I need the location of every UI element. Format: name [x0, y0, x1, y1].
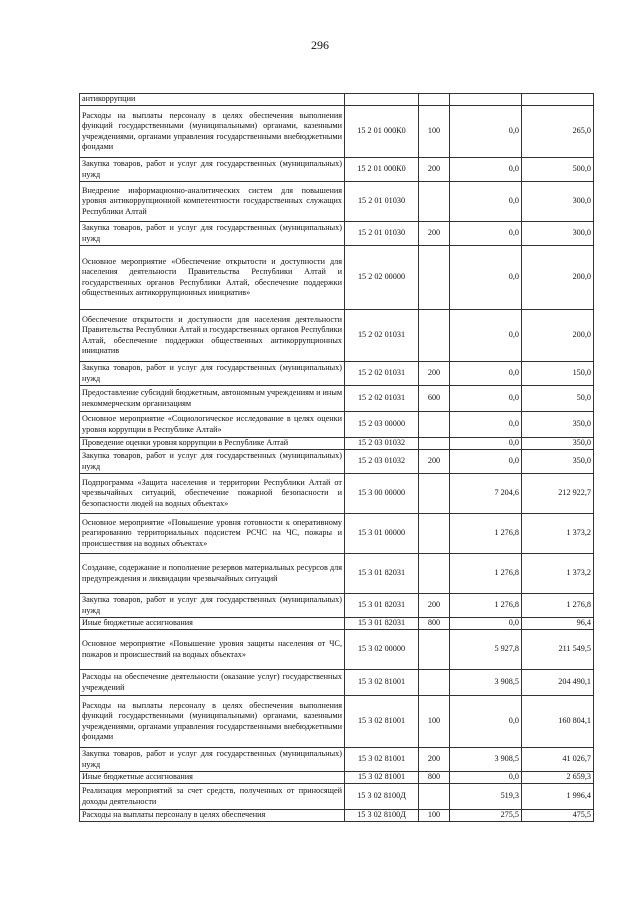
table-row	[80, 386, 594, 412]
row-expense-type-cell	[419, 784, 450, 810]
row-value-2-cell: 1 373,2	[522, 514, 594, 554]
row-code-cell: 15 3 01 82031	[345, 554, 419, 594]
budget-table-body	[80, 94, 594, 822]
row-expense-type-cell	[419, 474, 450, 514]
row-expense-type-cell	[419, 438, 450, 450]
row-expense-type-cell	[419, 554, 450, 594]
row-value-1-cell: 0,0	[450, 222, 522, 246]
row-value-2-cell: 150,0	[522, 362, 594, 386]
row-value-2-cell: 41 026,7	[522, 748, 594, 772]
row-value-2-cell: 350,0	[522, 412, 594, 438]
row-code-cell: 15 3 02 81001	[345, 696, 419, 748]
table-row	[80, 748, 594, 772]
table-row	[80, 784, 594, 810]
row-code-cell: 15 3 02 8100Д	[345, 810, 419, 822]
row-name-cell: Закупка товаров, работ и услуг для государственных (муниципальных) нужд	[80, 362, 345, 386]
row-name-cell: Внедрение информационно-аналитических систем для повышения уровня антикоррупционной компетентности государственных служащих Республики Алтай	[80, 182, 345, 222]
row-name-cell: Закупка товаров, работ и услуг для государственных (муниципальных) нужд	[80, 450, 345, 474]
row-value-2-cell: 350,0	[522, 438, 594, 450]
row-value-2-cell: 211 549,5	[522, 630, 594, 670]
row-value-1-cell: 1 276,8	[450, 554, 522, 594]
row-name-cell: Проведение оценки уровня коррупции в Республике Алтай	[80, 438, 345, 450]
row-code-cell: 15 3 00 00000	[345, 474, 419, 514]
row-code-cell: 15 3 02 81001	[345, 748, 419, 772]
row-value-2-cell: 96,4	[522, 618, 594, 630]
row-value-2-cell: 50,0	[522, 386, 594, 412]
row-value-1-cell: 0,0	[450, 362, 522, 386]
row-value-2-cell: 200,0	[522, 246, 594, 310]
row-code-cell: 15 2 01 01030	[345, 222, 419, 246]
row-code-cell: 15 2 01 01030	[345, 182, 419, 222]
row-value-2-cell: 300,0	[522, 222, 594, 246]
row-expense-type-cell: 200	[419, 158, 450, 182]
row-name-cell: Закупка товаров, работ и услуг для государственных (муниципальных) нужд	[80, 748, 345, 772]
row-expense-type-cell: 800	[419, 618, 450, 630]
row-code-cell: 15 2 03 01032	[345, 438, 419, 450]
row-name-cell: Основное мероприятие «Повышение уровня готовности к оперативному реагированию территориальных подсистем РСЧС на ЧС, пожары и происшествия на водных объектах»	[80, 514, 345, 554]
row-value-2-cell: 160 804,1	[522, 696, 594, 748]
row-value-1-cell: 3 908,5	[450, 748, 522, 772]
row-code-cell: 15 2 02 01031	[345, 386, 419, 412]
row-expense-type-cell	[419, 670, 450, 696]
row-value-1-cell: 0,0	[450, 772, 522, 784]
row-expense-type-cell	[419, 94, 450, 106]
row-name-cell: Основное мероприятие «Повышение уровня защиты населения от ЧС, пожаров и происшествий на водных объектах»	[80, 630, 345, 670]
table-row	[80, 554, 594, 594]
row-name-cell: Иные бюджетные ассигнования	[80, 618, 345, 630]
row-expense-type-cell: 200	[419, 450, 450, 474]
row-value-2-cell: 475,5	[522, 810, 594, 822]
table-row	[80, 182, 594, 222]
row-name-cell: Расходы на обеспечение деятельности (оказание услуг) государственных учреждений	[80, 670, 345, 696]
table-row	[80, 246, 594, 310]
row-expense-type-cell: 800	[419, 772, 450, 784]
row-value-1-cell: 5 927,8	[450, 630, 522, 670]
table-row	[80, 94, 594, 106]
table-row	[80, 514, 594, 554]
row-value-2-cell: 1 996,4	[522, 784, 594, 810]
row-code-cell: 15 2 02 01031	[345, 310, 419, 362]
row-expense-type-cell: 100	[419, 696, 450, 748]
row-value-2-cell: 350,0	[522, 450, 594, 474]
row-code-cell: 15 2 03 00000	[345, 412, 419, 438]
row-code-cell: 15 2 01 000К0	[345, 106, 419, 158]
table-row	[80, 810, 594, 822]
row-value-1-cell: 0,0	[450, 618, 522, 630]
row-value-1-cell: 3 908,5	[450, 670, 522, 696]
page-number: 296	[311, 38, 329, 52]
row-expense-type-cell	[419, 182, 450, 222]
table-row	[80, 594, 594, 618]
row-value-1-cell: 0,0	[450, 412, 522, 438]
row-name-cell: Реализация мероприятий за счет средств, полученных от приносящей доходы деятельности	[80, 784, 345, 810]
row-value-2-cell: 200,0	[522, 310, 594, 362]
row-expense-type-cell: 100	[419, 810, 450, 822]
row-code-cell: 15 2 01 000К0	[345, 158, 419, 182]
row-value-1-cell: 0,0	[450, 182, 522, 222]
row-value-1-cell: 0,0	[450, 386, 522, 412]
row-name-cell: Обеспечение открытости и доступности для населения деятельности Правительства Республики Алтай и государственных органов Республики Алтай, обеспечение поддержки общественных антикоррупционных инициатив	[80, 310, 345, 362]
row-value-2-cell: 300,0	[522, 182, 594, 222]
row-code-cell: 15 3 02 8100Д	[345, 784, 419, 810]
row-value-1-cell: 1 276,8	[450, 594, 522, 618]
row-value-1-cell: 0,0	[450, 310, 522, 362]
row-code-cell: 15 3 02 81001	[345, 772, 419, 784]
budget-table	[79, 93, 594, 822]
row-value-2-cell: 1 276,8	[522, 594, 594, 618]
row-expense-type-cell: 100	[419, 106, 450, 158]
row-expense-type-cell: 600	[419, 386, 450, 412]
row-name-cell: Расходы на выплаты персоналу в целях обеспечения выполнения функций государственными (муниципальными) органами, казенными учреждениями, органами управления государственными внебюджетными фондами	[80, 696, 345, 748]
table-row	[80, 222, 594, 246]
row-value-2-cell: 2 659,3	[522, 772, 594, 784]
table-row	[80, 474, 594, 514]
table-row	[80, 412, 594, 438]
row-code-cell: 15 2 02 00000	[345, 246, 419, 310]
row-value-2-cell: 204 490,1	[522, 670, 594, 696]
table-row	[80, 772, 594, 784]
table-row	[80, 362, 594, 386]
table-row	[80, 310, 594, 362]
table-row	[80, 696, 594, 748]
row-code-cell: 15 3 02 81001	[345, 670, 419, 696]
row-value-1-cell: 7 204,6	[450, 474, 522, 514]
row-name-cell: Закупка товаров, работ и услуг для государственных (муниципальных) нужд	[80, 158, 345, 182]
row-value-1-cell: 1 276,8	[450, 514, 522, 554]
table-row	[80, 670, 594, 696]
row-value-1-cell	[450, 94, 522, 106]
row-name-cell: Расходы на выплаты персоналу в целях обеспечения выполнения функций государственными (муниципальными) органами, казенными учреждениями, органами управления государственными внебюджетными фондами	[80, 106, 345, 158]
row-value-1-cell: 519,3	[450, 784, 522, 810]
row-expense-type-cell: 200	[419, 222, 450, 246]
row-value-1-cell: 275,5	[450, 810, 522, 822]
row-value-2-cell: 265,0	[522, 106, 594, 158]
row-name-cell: Предоставление субсидий бюджетным, автономным учреждениям и иным некоммерческим организациям	[80, 386, 345, 412]
row-code-cell: 15 3 01 82031	[345, 594, 419, 618]
row-expense-type-cell	[419, 630, 450, 670]
row-value-1-cell: 0,0	[450, 106, 522, 158]
row-name-cell: Подпрограмма «Защита населения и территории Республики Алтай от чрезвычайных ситуаций, обеспечение пожарной безопасности и безопасности людей на водных объектах»	[80, 474, 345, 514]
row-value-1-cell: 0,0	[450, 450, 522, 474]
table-row	[80, 618, 594, 630]
row-expense-type-cell	[419, 310, 450, 362]
row-code-cell: 15 3 02 00000	[345, 630, 419, 670]
row-name-cell: Основное мероприятие «Социологическое исследование в целях оценки уровня коррупции в Республике Алтай»	[80, 412, 345, 438]
row-name-cell: Закупка товаров, работ и услуг для государственных (муниципальных) нужд	[80, 222, 345, 246]
row-expense-type-cell: 200	[419, 362, 450, 386]
table-row	[80, 158, 594, 182]
table-row	[80, 106, 594, 158]
row-value-1-cell: 0,0	[450, 696, 522, 748]
row-code-cell	[345, 94, 419, 106]
row-expense-type-cell: 200	[419, 748, 450, 772]
row-expense-type-cell	[419, 514, 450, 554]
row-name-cell: антикоррупции	[80, 94, 345, 106]
row-value-2-cell: 500,0	[522, 158, 594, 182]
table-row	[80, 630, 594, 670]
row-expense-type-cell	[419, 246, 450, 310]
table-row	[80, 450, 594, 474]
row-code-cell: 15 2 02 01031	[345, 362, 419, 386]
row-value-2-cell: 212 922,7	[522, 474, 594, 514]
row-value-1-cell: 0,0	[450, 246, 522, 310]
row-code-cell: 15 3 01 82031	[345, 618, 419, 630]
row-expense-type-cell: 200	[419, 594, 450, 618]
row-name-cell: Основное мероприятие «Обеспечение открытости и доступности для населения деятельности Правительства Республики Алтай и государственных органов Республики Алтай, обеспечение поддержки общественных антикоррупционных инициатив»	[80, 246, 345, 310]
table-row	[80, 438, 594, 450]
row-name-cell: Расходы на выплаты персоналу в целях обеспечения	[80, 810, 345, 822]
row-name-cell: Создание, содержание и пополнение резервов материальных ресурсов для предупреждения и ликвидации чрезвычайных ситуаций	[80, 554, 345, 594]
row-expense-type-cell	[419, 412, 450, 438]
row-value-1-cell: 0,0	[450, 158, 522, 182]
row-value-2-cell	[522, 94, 594, 106]
row-value-1-cell: 0,0	[450, 438, 522, 450]
row-code-cell: 15 2 03 01032	[345, 450, 419, 474]
row-name-cell: Иные бюджетные ассигнования	[80, 772, 345, 784]
row-value-2-cell: 1 373,2	[522, 554, 594, 594]
row-name-cell: Закупка товаров, работ и услуг для государственных (муниципальных) нужд	[80, 594, 345, 618]
row-code-cell: 15 3 01 00000	[345, 514, 419, 554]
